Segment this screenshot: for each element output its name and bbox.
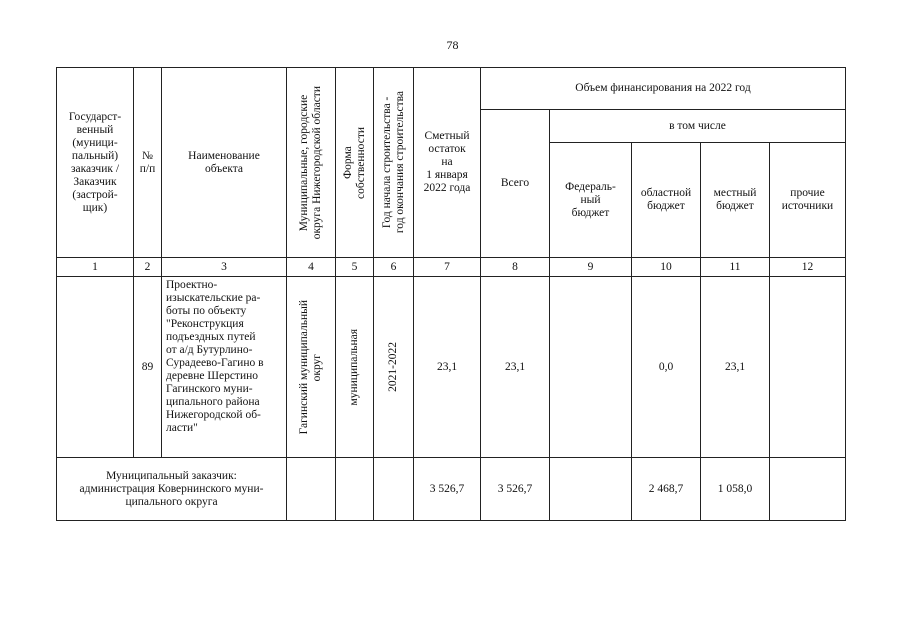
summary-local: 1 058,0 (701, 458, 770, 521)
column-number: 3 (162, 258, 287, 277)
row-ownership-cell (336, 277, 374, 458)
column-number: 10 (632, 258, 701, 277)
row-municipality-cell (287, 277, 336, 458)
row-federal (550, 277, 632, 458)
summary-empty (336, 458, 374, 521)
header-federal: Федераль- ный бюджет (550, 143, 632, 258)
column-number: 9 (550, 258, 632, 277)
header-customer: Государст- венный (муници- пальный) заказчик / Заказчик (застрой- щик) (57, 68, 134, 258)
header-other: прочие источники (770, 143, 846, 258)
summary-empty (374, 458, 414, 521)
header-number: № п/п (134, 68, 162, 258)
header-row-1 (57, 68, 846, 110)
column-number: 11 (701, 258, 770, 277)
summary-other (770, 458, 846, 521)
header-regional: областной бюджет (632, 143, 701, 258)
row-regional: 0,0 (632, 277, 701, 458)
column-number: 6 (374, 258, 414, 277)
header-estimated-balance: Сметный остаток на 1 января 2022 года (414, 68, 481, 258)
header-including: в том числе (550, 110, 846, 143)
column-number: 12 (770, 258, 846, 277)
header-ownership: Форма собственности (341, 126, 367, 199)
header-municipality: Муниципальные, городские округа Нижегородской области (298, 85, 323, 240)
financing-table (56, 67, 846, 521)
summary-label: Муниципальный заказчик: администрация Ковернинского муни- ципального округа (57, 458, 287, 521)
row-ownership: муниципальная (348, 328, 360, 406)
column-number: 8 (481, 258, 550, 277)
table-row (57, 277, 846, 458)
header-object-name: Наименование объекта (162, 68, 287, 258)
column-number: 2 (134, 258, 162, 277)
row-total: 23,1 (481, 277, 550, 458)
summary-total: 3 526,7 (481, 458, 550, 521)
row-customer (57, 277, 134, 458)
column-number: 5 (336, 258, 374, 277)
row-municipality: Гагинский муниципальный округ (298, 299, 323, 435)
column-number: 1 (57, 258, 134, 277)
header-municipality-cell (287, 68, 336, 258)
header-financing-title: Объем финансирования на 2022 год (481, 68, 846, 110)
row-local: 23,1 (701, 277, 770, 458)
page-number: 78 (446, 38, 459, 52)
column-number: 7 (414, 258, 481, 277)
summary-federal (550, 458, 632, 521)
row-number: 89 (134, 277, 162, 458)
summary-regional: 2 468,7 (632, 458, 701, 521)
row-years-cell (374, 277, 414, 458)
header-years-cell (374, 68, 414, 258)
summary-empty (287, 458, 336, 521)
row-estimated-balance: 23,1 (414, 277, 481, 458)
row-years: 2021-2022 (387, 342, 399, 392)
summary-estimated-balance: 3 526,7 (414, 458, 481, 521)
summary-row (57, 458, 846, 521)
row-object-name: Проектно- изыскательские ра- боты по объекту "Реконструкция подъездных путей от а/д Бутурлино- Сурадеево-Гагино в деревне Шерстино Гагинского муни- ципального района Нижегородской об- ласти" (162, 277, 287, 458)
column-numbers-row (57, 258, 846, 277)
header-local: местный бюджет (701, 143, 770, 258)
row-other (770, 277, 846, 458)
column-number: 4 (287, 258, 336, 277)
header-total: Всего (481, 110, 550, 258)
header-years: Год начала строительства - год окончания строительства (380, 91, 406, 234)
header-ownership-cell (336, 68, 374, 258)
